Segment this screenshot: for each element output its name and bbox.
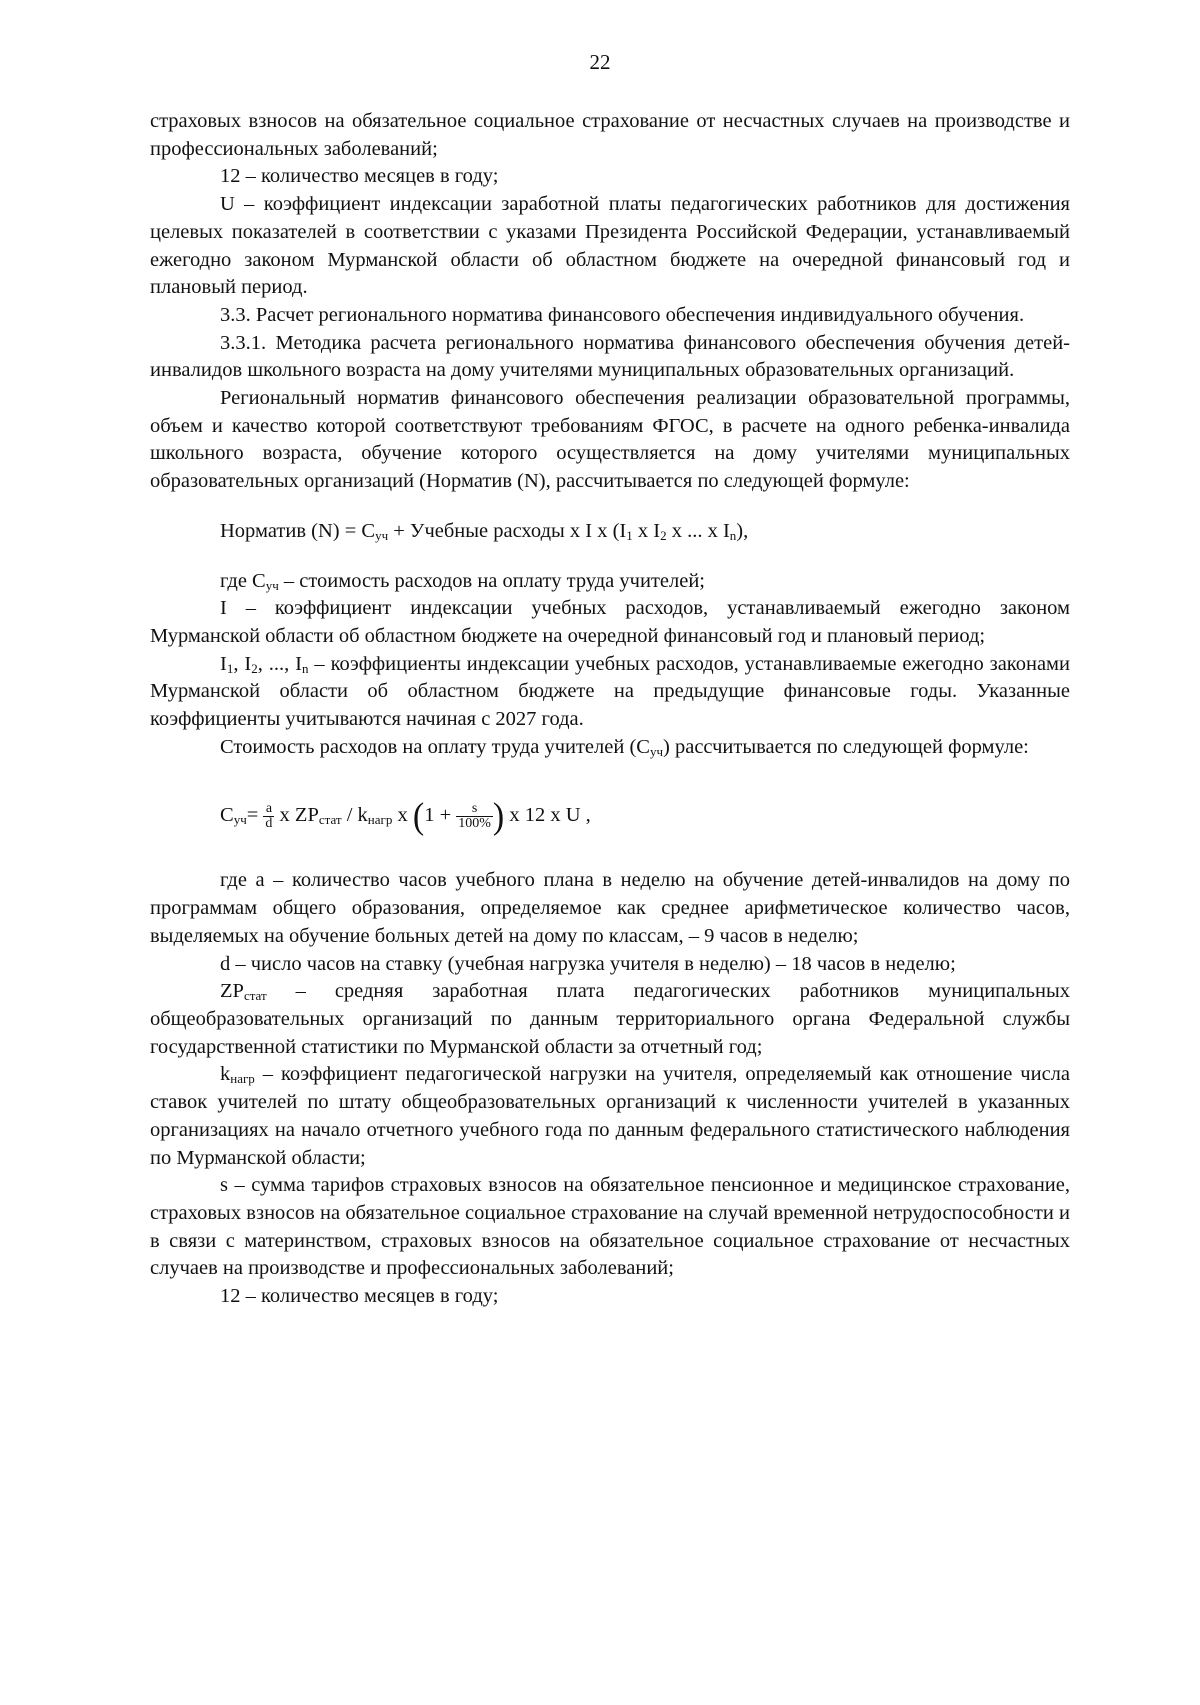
section-heading: 3.3. Расчет регионального норматива финансового обеспечения индивидуального обучения. [220,303,1025,326]
paragraph: Стоимость расходов на оплату труда учителей $(С_{уч})$ рассчитывается по следующей формуле: [220,735,1029,759]
paragraph: U – коэффициент индексации заработной платы педагогических работников для достижения целевых показателей в соответствии с указами Президента Российской Федерации, устанавливаемый ежегодно законом Мурманской области об областном бюджете на очередной финансовый год и плановый период. [150,193,1070,299]
paragraph: Региональный норматив финансового обеспечения реализации образовательной программы, объем и качество которой соответствуют требованиям ФГОС, в расчете на одного ребенка-инвалида школьного возраста, обучение которого осуществляется на дому учителями муниципальных образовательных организаций (Норматив (N), рассчитывается по следующей формуле: [150,387,1070,493]
formula-normative: Норматив $(N) = С_{уч}$ + Учебные расходы x I x ($I_1$ x $I_2$ x ... x $I_n$), [220,519,749,543]
formula-cost: $С_{уч}=$ $\frac{a}{d}$ x $ZP_{стат} / k_{нагр}$ x (1 + $\frac{s}{100\%}$ ) x 12 x U , [220,795,591,837]
paragraph: 12 – количество месяцев в году; [220,165,499,188]
definition-a: где a – количество часов учебного плана в неделю на обучение детей-инвалидов на дому по программам общего образования, определяемое как среднее арифметическое количество часов, выделяемых на обучение больных детей на дому по классам, – 9 часов в неделю; [150,869,1070,947]
definition-zp: $ZP_{стат}$ – средняя заработная плата педагогических работников муниципальных общеобразовательных организаций по данным территориального органа Федеральной службы государственной статистики по Мурманской области за отчетный год; [150,980,1070,1058]
definition-c: где $С_{уч}$ – стоимость расходов на оплату труда учителей; [220,569,705,593]
definition-i: I – коэффициент индексации учебных расходов, устанавливаемый ежегодно законом Мурманской области об областном бюджете на очередной финансовый год и плановый период; [150,597,1070,647]
page-number: 22 [589,50,611,74]
definition-s: s – сумма тарифов страховых взносов на обязательное пенсионное и медицинское страхование, страховых взносов на обязательное социальное страхование на случай временной нетрудоспособности и в связи с материнством, страховых взносов на обязательное социальное страхование от несчастных случаев на производстве и профессиональных заболеваний; [150,1174,1070,1280]
fraction-s-100: $\frac{s}{100\%}$ [458,801,491,832]
subsection-heading: 3.3.1. Методика расчета регионального норматива финансового обеспечения обучения детей-инвалидов школьного возраста на дому учителями муниципальных образовательных организаций. [150,331,1070,382]
definition-d: d – число часов на ставку (учебная нагрузка учителя в неделю) – 18 часов в неделю; [220,952,956,975]
document-body [150,108,1070,1311]
fraction-a-d: $\frac{a}{d}$ [265,801,273,832]
definition-12: 12 – количество месяцев в году; [220,1285,499,1308]
definition-k: $k_{нагр}$ – коэффициент педагогической нагрузки на учителя, определяемый как отношение числа ставок учителей по штату общеобразовательных организаций к численности учителей в указанных организациях на начало отчетного учебного года по данным федерального статистического наблюдения по Мурманской области; [150,1063,1070,1169]
paragraph: страховых взносов на обязательное социальное страхование от несчастных случаев на производстве и профессиональных заболеваний; [150,110,1070,160]
definition-in: $I_1$, $I_2$, ..., $I_n$ – коэффициенты индексации учебных расходов, устанавливаемые ежегодно законами Мурманской области об областном бюджете на предыдущие финансовые годы. Указанные коэффициенты учитываются начиная с 2027 года. [150,652,1070,731]
